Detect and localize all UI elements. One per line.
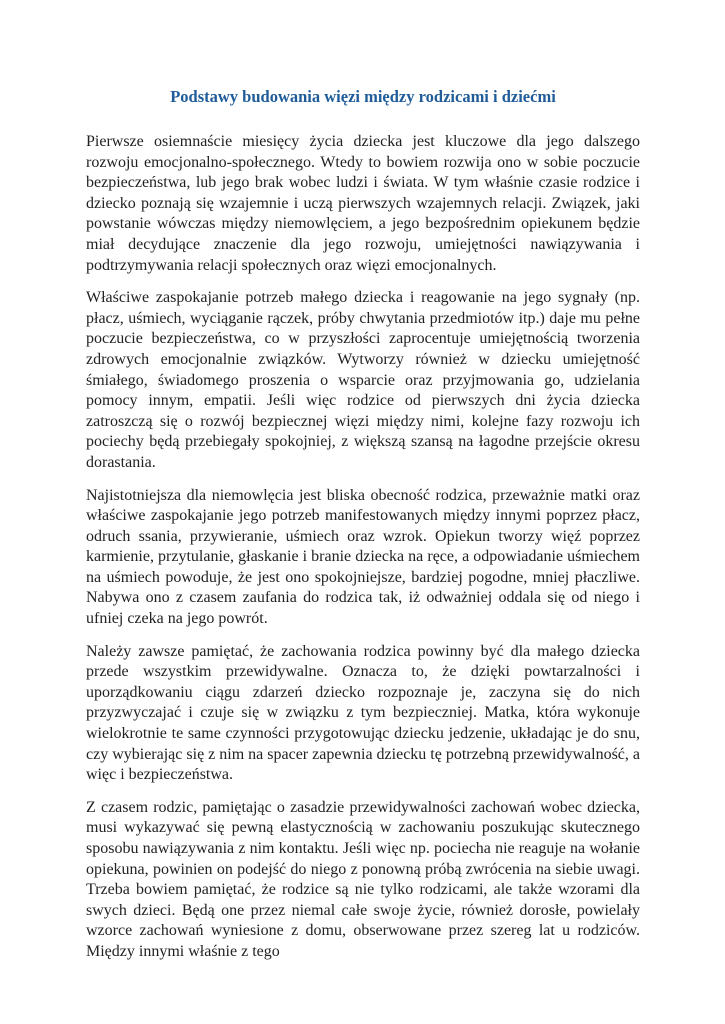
paragraph-5: Z czasem rodzic, pamiętając o zasadzie przewidywalności zachowań wobec dziecka, musi wykazywać się pewną elastycznością w zachowaniu poszukując skutecznego sposobu nawiązywania z nim kontaktu. Jeśli więc np. pociecha nie reaguje na wołanie opiekuna, powinien on podejść do niego z ponowną próbą zwrócenia na siebie uwagi. Trzeba bowiem pamiętać, że rodzice są nie tylko rodzicami, ale także wzorami dla swych dzieci. Będą one przez niemal całe swoje życie, również dorosłe, powielały wzorce zachowań wyniesione z domu, obserwowane przez szereg lat u rodziców. Między innymi właśnie z tego [86, 798, 640, 960]
paragraph-2: Właściwe zaspokajanie potrzeb małego dziecka i reagowanie na jego sygnały (np. płacz, uśmiech, wyciąganie rączek, próby chwytania przedmiotów itp.) daje mu pełne poczucie bezpieczeństwa, co w przyszłości zaprocentuje umiejętnością tworzenia zdrowych emocjonalnie związków. Wytworzy również w dziecku umiejętność śmiałego, świadomego proszenia o wsparcie oraz przyjmowania go, udzielania pomocy innym, empatii. Jeśli więc rodzice od pierwszych dni życia dziecka zatroszczą się o rozwój bezpiecznej więzi między nimi, kolejne fazy rozwoju ich pociechy będą przebiegały spokojniej, z większą szansą na łagodne przejście okresu dorastania. [86, 289, 640, 471]
document-title: Podstawy budowania więzi między rodzicami i dziećmi [170, 87, 556, 106]
paragraph-3: Najistotniejsza dla niemowlęcia jest bliska obecność rodzica, przeważnie matki oraz właściwe zaspokajanie jego potrzeb manifestowanych między innymi poprzez płacz, odruch ssania, przywieranie, uśmiech oraz wzrok. Opiekun tworzy więź poprzez karmienie, przytulanie, głaskanie i branie dziecka na ręce, a odpowiadanie uśmiechem na uśmiech powoduje, że jest ono spokojniejsze, bardziej pogodne, mniej płaczliwe. Nabywa ono z czasem zaufania do rodzica tak, iż odważniej oddala się od niego i ufniej czeka na jego powrót. [86, 486, 640, 628]
document-page [86, 86, 640, 975]
paragraph-4: Należy zawsze pamiętać, że zachowania rodzica powinny być dla małego dziecka przede wszystkim przewidywalne. Oznacza to, że dzięki powtarzalności i uporządkowaniu ciągu zdarzeń dziecko rozpoznaje je, zaczyna się do nich przyzwyczajać i czuje się w związku z tym bezpieczniej. Matka, która wykonuje wielokrotnie te same czynności przygotowując dziecku jedzenie, układając je do snu, czy wybierając się z nim na spacer zapewnia dziecku tę potrzebną przewidywalność, a więc i bezpieczeństwa. [86, 642, 640, 784]
paragraph-1: Pierwsze osiemnaście miesięcy życia dziecka jest kluczowe dla jego dalszego rozwoju emocjonalno-społecznego. Wtedy to bowiem rozwija ono w sobie poczucie bezpieczeństwa, lub jego brak wobec ludzi i świata. W tym właśnie czasie rodzice i dziecko poznają się wzajemnie i uczą pierwszych wzajemnych relacji. Związek, jaki powstanie wówczas między niemowlęciem, a jego bezpośrednim opiekunem będzie miał decydujące znaczenie dla jego rozwoju, umiejętności nawiązywania i podtrzymywania relacji społecznych oraz więzi emocjonalnych. [86, 133, 640, 274]
